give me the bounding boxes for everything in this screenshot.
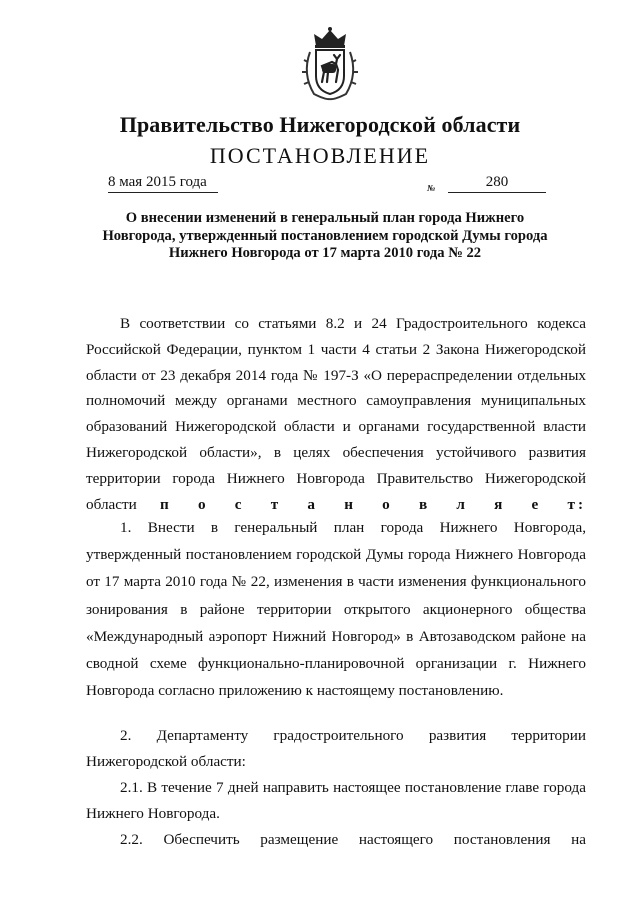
preamble-text: В соответствии со статьями 8.2 и 24 Градостроительного кодекса Российской Федерации, пунктом 1 части 4 статьи 2 Закона Нижегородской области от 23 декабря 2014 года № 197-З «О перераспределении отдельных полномочий между органами местного самоуправления муниципальных образований Нижегородской области и органами государственной власти Нижегородской области», в целях обеспечения устойчивого развития территории города Нижнего Новгорода Правительство Нижегородской области <box>86 315 586 513</box>
decree-word: п о с т а н о в л я е т: <box>160 495 587 513</box>
document-number: 280 <box>448 174 546 193</box>
coat-of-arms-icon <box>300 26 360 102</box>
document-subject: О внесении изменений в генеральный план города Нижнего Новгорода, утвержденный постановлением городской Думы города Нижнего Новгорода от 17 марта 2010 года № 22 <box>102 210 548 261</box>
item-2: 2. Департаменту градостроительного развития территории Нижегородской области: <box>86 727 586 770</box>
item-1: 1. Внести в генеральный план города Нижнего Новгорода, утвержденный постановлением городской Думы города Нижнего Новгорода от 17 марта 2010 года № 22, изменения в части изменения функционального зонирования в районе территории открытого акционерного общества «Международный аэропорт Нижний Новгород» в Автозаводском районе на сводной схеме функционально-планировочной организации г. Нижнего Новгорода согласно приложению к настоящему постановлению. <box>86 519 586 700</box>
number-label: № <box>427 183 436 193</box>
government-title: Правительство Нижегородской области <box>119 112 521 137</box>
item-2-2: 2.2. Обеспечить размещение настоящего постановления на <box>120 831 586 848</box>
document-date: 8 мая 2015 года <box>108 174 218 193</box>
item-2-1: 2.1. В течение 7 дней направить настоящее постановление главе города Нижнего Новгорода. <box>86 779 586 822</box>
document-type: ПОСТАНОВЛЕНИЕ <box>209 143 431 168</box>
preamble-paragraph <box>86 311 586 517</box>
